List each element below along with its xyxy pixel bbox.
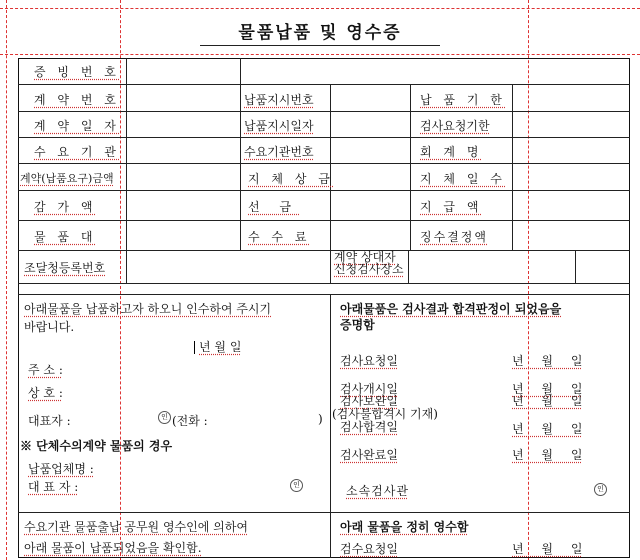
receipt-request-date-label: 검수요청일: [340, 542, 398, 556]
inspection-request-date-label: 검사요청일: [340, 354, 398, 368]
document-title: 물품납품 및 영수증: [238, 23, 402, 43]
label-late-penalty: 지 체 상 금: [248, 172, 334, 186]
label-advance: 선 금: [248, 200, 299, 214]
receipt-confirm-line2: 아래 물품이 납품되었음을 확인함.: [24, 541, 202, 555]
label-delay-days: 지 체 일 수: [420, 172, 506, 186]
address-label: 주 소 :: [28, 363, 63, 377]
phone-close: ): [318, 412, 323, 426]
title-underline: [200, 45, 440, 46]
company-label: 상 호 :: [28, 386, 63, 400]
receipt-title: 아래 물품을 정히 영수함: [340, 520, 469, 534]
receipt-confirm-line1: 수요기관 물품출납 공무원 영수인에 의하여: [24, 520, 248, 534]
request-date: 년 월 일: [194, 338, 241, 355]
inspection-pass-date-value: 년 월 일: [512, 422, 583, 436]
inspection-report-date-label: 검사보완일: [340, 394, 398, 408]
seal-mark: 인: [594, 482, 607, 496]
label-delivery-period: 납 품 기 한: [420, 93, 506, 107]
guide-line: [0, 54, 640, 55]
label-proof-no: 증 빙 번 호: [34, 65, 120, 79]
label-payment-amount: 지 급 액: [420, 200, 483, 214]
pass-certify-line1: 아래물품은 검사결과 합격판정이 되었음을: [340, 302, 562, 316]
supplier-rep-label: 대 표 자 :: [28, 480, 79, 494]
label-fee: 수 수 료: [248, 230, 311, 244]
inspector-label: 소속검사관: [346, 484, 409, 498]
supplier-name-label: 납품업체명 :: [28, 462, 94, 476]
representative-label: 대표자 :: [28, 414, 71, 428]
label-goods-price: 물 품 대: [34, 230, 97, 244]
label-contract-amount: 계약(납품요구)금액: [20, 172, 114, 185]
inspection-start-date-value: 년 월 일: [512, 382, 583, 396]
label-inspection-requester: 신청검사장소: [334, 262, 404, 276]
seal-mark: 인: [290, 478, 303, 492]
label-procurement-reg-no: 조달청등록번호: [24, 261, 106, 275]
label-inspection-request-period: 검사요청기한: [420, 119, 490, 133]
phone-label: (전화 :: [172, 414, 208, 428]
label-contract-date: 계 약 일 자: [34, 119, 120, 133]
joint-contract-note: ※ 단체수의계약 물품의 경우: [20, 439, 173, 453]
inspection-request-date-value: 년 월 일: [512, 354, 583, 368]
inspection-start-date-label: 검사개시일: [340, 382, 398, 396]
label-demand-org: 수 요 기 관: [34, 145, 120, 159]
guide-line: [0, 8, 640, 9]
seal-mark: 인: [158, 410, 171, 424]
label-contract-no: 계 약 번 호: [34, 93, 120, 107]
label-account: 회 계 명: [420, 145, 483, 159]
receipt-request-date-value: 년 월 일: [512, 542, 583, 556]
text-cursor: [194, 341, 195, 354]
inspection-pass-date-label: 검사합격일: [340, 420, 398, 434]
label-demand-org-no: 수요기관번호: [244, 145, 314, 159]
label-contract-counterpart: 계약 상대자: [334, 250, 396, 264]
label-collection-decision: 징수결정액: [420, 230, 488, 244]
inspection-done-date-value: 년 월 일: [512, 448, 583, 462]
guide-line: [6, 0, 7, 560]
label-reduced-amount: 감 가 액: [34, 200, 97, 214]
pass-certify-line2: 증명함: [340, 318, 375, 332]
inspection-report-date-value: 년 월 일: [512, 394, 583, 408]
inspection-fail-note: (검사불합격시 기재): [332, 407, 438, 421]
request-text-line1: 아래물품을 납품하고자 하오니 인수하여 주시기: [24, 302, 272, 316]
label-delivery-order-date: 납품지시일자: [244, 119, 314, 133]
inspection-done-date-label: 검사완료일: [340, 448, 398, 462]
label-delivery-order-no: 납품지시번호: [244, 93, 314, 107]
request-text-line2: 바랍니다.: [24, 320, 75, 334]
